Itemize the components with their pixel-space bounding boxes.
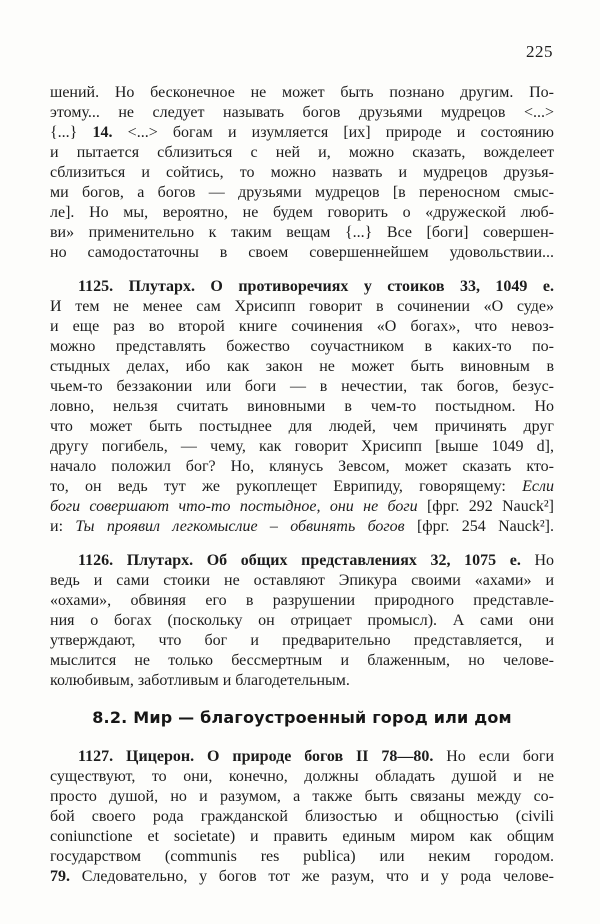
text-line xyxy=(50,203,554,223)
text-line xyxy=(50,223,554,243)
text-line xyxy=(50,631,554,651)
text-run: начало положил бог? Но, клянусь Зевсом, может сказать кто- xyxy=(50,458,554,475)
text-line xyxy=(50,243,554,263)
italic-text: Если xyxy=(522,478,554,495)
text-run: стыдных делах, ибо как закон не может быть виновным в xyxy=(50,358,554,375)
page-body xyxy=(50,83,554,901)
text-run: но самодостаточны в своем совершеннейшем удовольствии... xyxy=(50,244,554,261)
text-line xyxy=(50,357,554,377)
text-line xyxy=(50,551,554,571)
text-run: этому... не следует называть богов друзьями мудрецов <...> xyxy=(50,104,554,121)
text-run: и пытается сблизиться с ней и, можно сказать, вожделеет xyxy=(50,144,554,161)
text-run: <...> богам и изумляется [их] природе и состоянию xyxy=(112,124,555,141)
text-run: другу погибель, — чему, как говорит Хрисипп [выше 1049 d], xyxy=(50,438,554,455)
text-run: {...} xyxy=(50,124,93,141)
text-line xyxy=(50,297,554,317)
text-line xyxy=(50,277,554,297)
text-line xyxy=(50,163,554,183)
text-run: и: xyxy=(50,518,76,535)
text-run: ния о богах (поскольку он отрицает промысл). А сами они xyxy=(50,612,554,629)
text-line xyxy=(50,317,554,337)
text-line xyxy=(50,497,554,517)
text-line xyxy=(50,417,554,437)
text-run: можно представлять божество соучастником в каких-то по- xyxy=(50,338,554,355)
text-run: просто душой, но и разумом, а также быть связаны между со- xyxy=(50,788,554,805)
text-run: что может быть постыднее для людей, чем причинять друг xyxy=(50,418,554,435)
text-run: [фрг. 254 Nauck²]. xyxy=(404,518,554,535)
text-line xyxy=(50,183,554,203)
text-run: государством (communis res publica) или неким городом. xyxy=(50,848,554,865)
text-line xyxy=(50,517,554,537)
text-line xyxy=(50,103,554,123)
text-run: Но если боги xyxy=(433,748,555,765)
text-run: то, он ведь тут же рукоплещет Еврипиду, говорящему: xyxy=(50,478,523,495)
text-line xyxy=(50,123,554,143)
text-run: мыслится не только бессмертным и блаженным, но челове- xyxy=(50,652,554,669)
paragraph xyxy=(50,277,554,537)
text-run: утверждают, что бог и предварительно представляется, и xyxy=(50,632,554,649)
text-run: Следовательно, у богов тот же разум, что и у рода челове- xyxy=(70,868,554,885)
section-heading: 8.2. Мир — благоустроенный город или дом xyxy=(92,708,512,727)
bold-text: 79. xyxy=(50,868,70,885)
text-run: колюбивым, заботливым и благодетельным. xyxy=(50,672,350,689)
text-run: ле]. Но мы, вероятно, не будем говорить о «дружеской люб- xyxy=(50,204,554,221)
paragraph xyxy=(50,83,554,263)
text-run: сблизиться и сойтись, то можно назвать и мудрецов друзья- xyxy=(50,164,554,181)
text-line xyxy=(50,671,554,691)
paragraph xyxy=(50,551,554,691)
italic-text: Ты проявил легкомыслие – обвинять богов xyxy=(75,518,405,535)
text-line xyxy=(50,827,554,847)
text-run: ви» применительно к таким вещам {...} Все [боги] совершен- xyxy=(50,224,554,241)
bold-text: 1126. Плутарх. Об общих представлениях 32, 1075 e. xyxy=(78,552,521,569)
paragraph xyxy=(50,747,554,887)
text-line xyxy=(50,397,554,417)
bold-text: 1127. Цицерон. О природе богов II 78—80. xyxy=(78,748,434,765)
text-line xyxy=(50,611,554,631)
text-run: [фрг. 292 Nauck²] xyxy=(417,498,554,515)
text-line xyxy=(50,457,554,477)
text-line xyxy=(50,571,554,591)
text-line xyxy=(50,477,554,497)
text-run: ловно, нельзя считать виновными в чем-то постыдном. Но xyxy=(50,398,554,415)
text-line xyxy=(50,437,554,457)
text-run: ведь и сами стоики не оставляют Эпикура своими «ахами» и xyxy=(50,572,554,589)
text-run: и еще раз во второй книге сочинения «О богах», что невоз- xyxy=(50,318,554,335)
bold-text: 14. xyxy=(92,124,113,141)
page-number: 225 xyxy=(526,42,553,61)
text-run: Но xyxy=(520,552,554,569)
italic-text: боги совершают что-то постыдное, они не боги xyxy=(50,498,418,515)
text-run: существуют, то они, конечно, должны обладать душой и не xyxy=(50,768,554,785)
text-line xyxy=(50,337,554,357)
text-line xyxy=(50,143,554,163)
text-run: coniunctione et societate) и править единым миром как общим xyxy=(50,828,554,845)
text-line xyxy=(50,591,554,611)
bold-text: 1125. Плутарх. О противоречиях у стоиков 33, 1049 e. xyxy=(78,278,554,295)
text-run: «охами», обвиняя его в разрушении природного представле- xyxy=(50,592,554,609)
text-line xyxy=(50,651,554,671)
text-line xyxy=(50,377,554,397)
text-line xyxy=(50,767,554,787)
text-run: И тем не менее сам Хрисипп говорит в сочинении «О суде» xyxy=(50,298,554,315)
text-run: бой своего рода гражданской близостью и общностью (civili xyxy=(50,808,554,825)
text-line xyxy=(50,807,554,827)
text-line xyxy=(50,787,554,807)
text-line xyxy=(50,867,554,887)
text-line xyxy=(50,83,554,103)
text-run: чьем-то беззаконии или боги — в нечестии, так богов, безус- xyxy=(50,378,554,395)
text-line xyxy=(50,747,554,767)
text-run: шений. Но бесконечное не может быть познано другим. По- xyxy=(50,84,554,101)
text-line xyxy=(50,847,554,867)
text-run: ми богов, а богов — друзьями мудрецов [в переносном смыс- xyxy=(50,184,554,201)
